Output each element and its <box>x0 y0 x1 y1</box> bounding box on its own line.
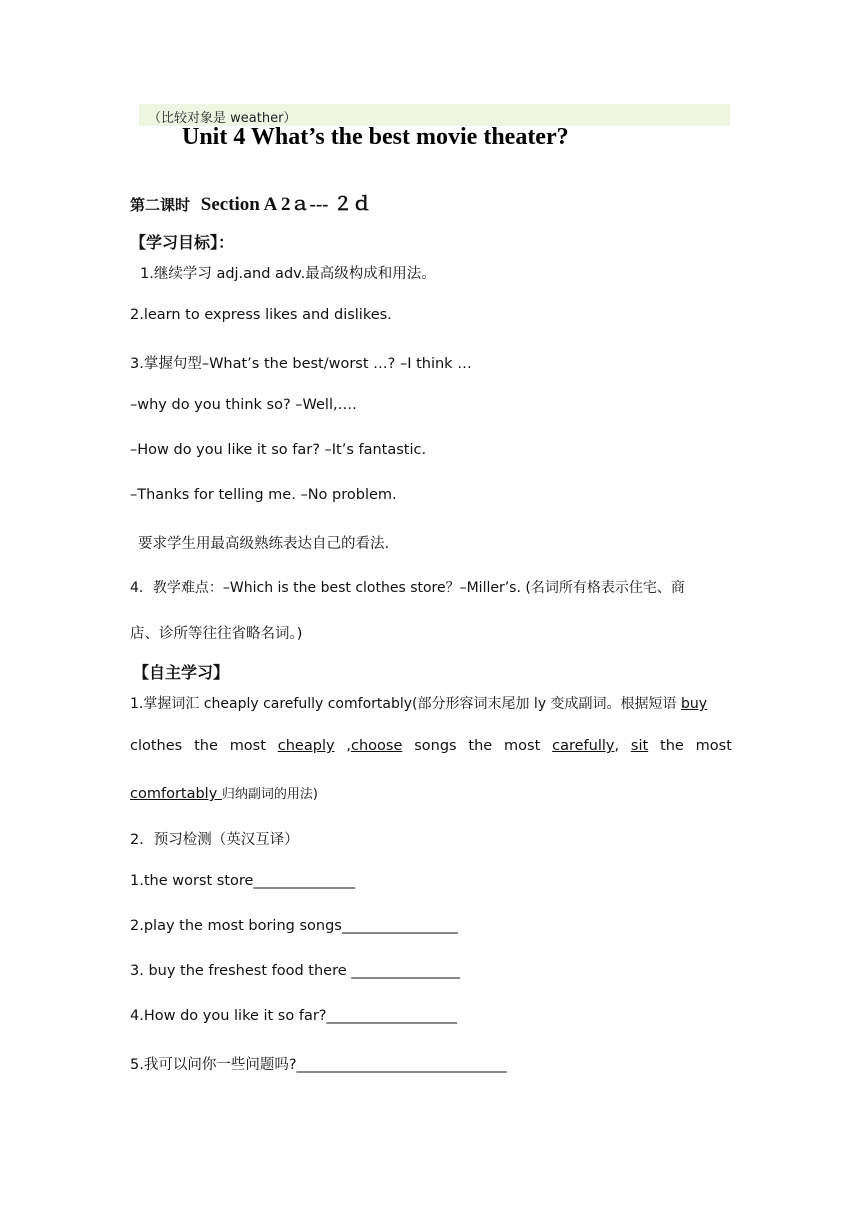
vocab-word: most <box>695 738 732 754</box>
vocab-line-2 <box>130 738 732 754</box>
self-study-heading: 【自主学习】 <box>133 663 230 682</box>
vocab-word-buy: buy <box>681 696 708 712</box>
vocab-word-comfortably: comfortably <box>130 786 222 802</box>
preview-item-3: 3. buy the freshest food there _______________ <box>130 963 460 979</box>
vocab-word: clothes <box>130 738 183 754</box>
objective-3: 3.掌握句型–What’s the best/worst …? –I think … <box>130 356 472 372</box>
objective-4: 4．教学难点：–Which is the best clothes store？–Miller’s. (名词所有格表示住宅、商 <box>130 580 685 596</box>
vocab-summary: 归纳副词的用法) <box>221 787 318 802</box>
vocab-line-3 <box>130 783 318 802</box>
vocab-intro: 1.掌握词汇 cheaply carefully comfortably(部分形容词末尾加 ly 变成副词。根据短语 <box>130 696 682 712</box>
comparison-note: （比较对象是 weather） <box>148 111 297 126</box>
vocab-word-cheaply: cheaply <box>277 738 335 754</box>
preview-item-4: 4.How do you like it so far?__________________ <box>130 1008 457 1024</box>
vocab-word-choose: choose <box>351 738 403 754</box>
lesson-heading <box>130 189 371 216</box>
preview-item-5: 5.我可以问你一些问题吗?_____________________________ <box>130 1057 507 1073</box>
objective-1: 1.继续学习 adj.and adv.最高级构成和用法。 <box>140 266 436 282</box>
unit-title: Unit 4 What’s the best movie theater? <box>182 124 569 150</box>
preview-heading: 2．预习检测（英汉互译） <box>130 832 299 848</box>
objective-requirement: 要求学生用最高级熟练表达自己的看法. <box>138 536 390 552</box>
preview-item-1: 1.the worst store______________ <box>130 873 355 889</box>
objective-3-line-2: –why do you think so? –Well,…. <box>130 397 357 413</box>
vocab-word: the <box>660 738 684 754</box>
vocab-word-carefully: carefully <box>552 738 615 754</box>
lesson-number: 第二课时 <box>130 196 191 214</box>
vocab-word: most <box>229 738 266 754</box>
objective-3-line-4: –Thanks for telling me. –No problem. <box>130 487 397 503</box>
objective-3-line-3: –How do you like it so far? –It’s fantastic. <box>130 442 427 458</box>
vocab-line-1 <box>130 693 707 713</box>
vocab-word: songs <box>414 738 457 754</box>
vocab-word: most <box>504 738 541 754</box>
vocab-carefully: carefully, <box>552 738 620 754</box>
vocab-choose: ,choose <box>346 738 403 754</box>
vocab-word: the <box>194 738 218 754</box>
vocab-word: the <box>468 738 493 754</box>
objective-4-line-2: 店、诊所等往往省略名词。) <box>130 626 303 642</box>
objectives-heading: 【学习目标】： <box>130 233 235 252</box>
vocab-word-sit: sit <box>630 738 649 754</box>
lesson-section: Section A 2ａ--- ２ｄ <box>200 194 372 215</box>
objective-2: 2.learn to express likes and dislikes. <box>130 307 392 323</box>
preview-item-2: 2.play the most boring songs________________ <box>130 918 458 934</box>
